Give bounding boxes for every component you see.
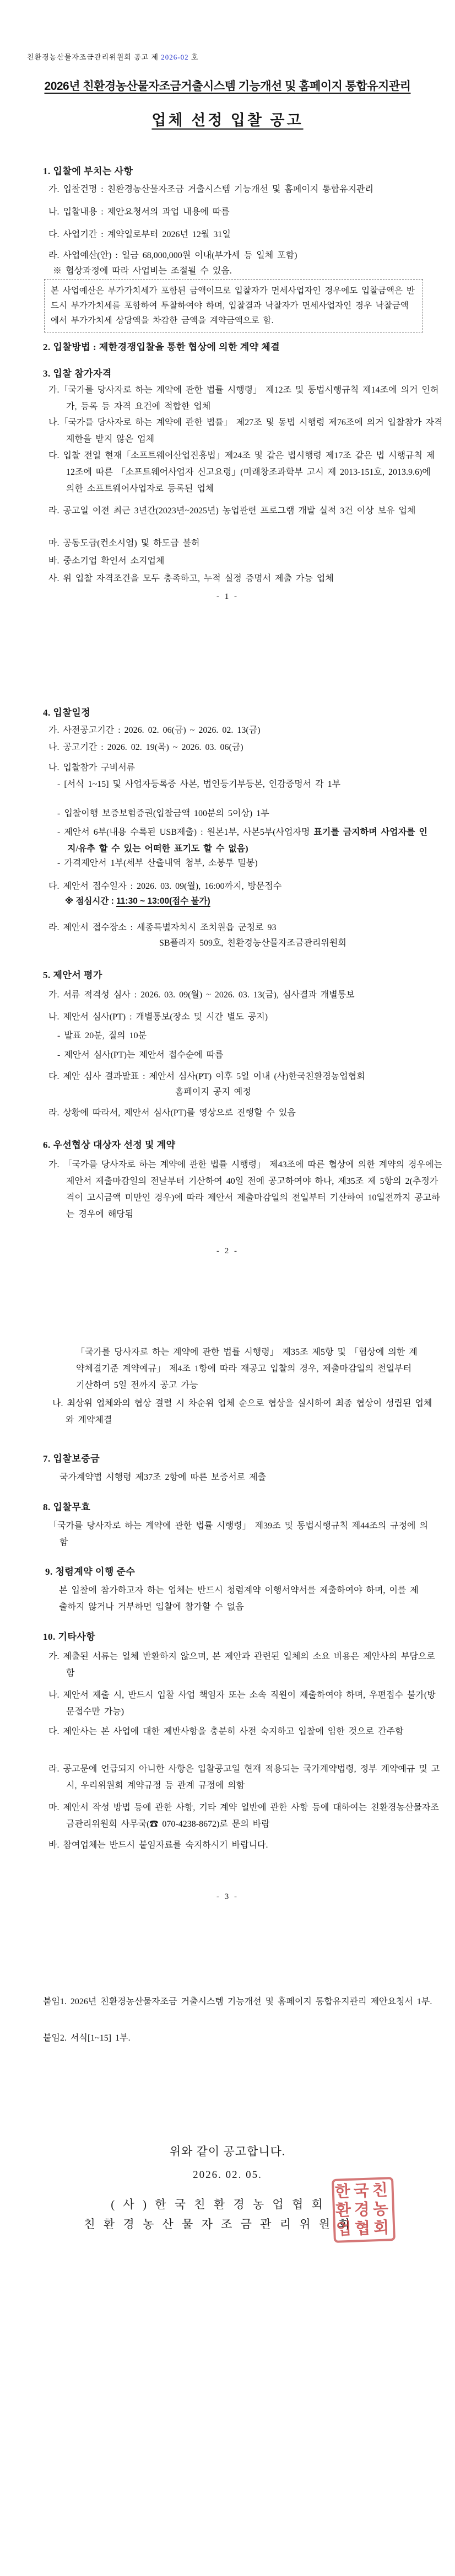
- doc-subtitle: 업체 선정 입찰 공고: [151, 112, 304, 128]
- closing-statement: 위와 같이 공고합니다.: [169, 2145, 286, 2158]
- section-3-heading: 3. 입찰 참가자격: [43, 368, 112, 379]
- lunch-note-label: ※ 점심시간 :: [65, 897, 117, 906]
- section-3-item-a: 가.「국가를 당사자로 하는 계약에 관한 법률 시행령」 제12조 및 동법시행규칙 제14조에 의거 인허가, 등록 등 자격 요건에 적합한 업체: [48, 385, 439, 411]
- section-3-item-d: 라. 공고일 이전 최근 3년간(2023년~2025년) 농업관련 프로그램 개발 실적 3건 이상 보유 업체: [48, 506, 416, 516]
- lunch-time-note: [65, 894, 210, 906]
- section-7-heading: 7. 입찰보증금: [43, 1453, 100, 1464]
- section-9-heading: 9. 청렴계약 이행 준수: [45, 1566, 136, 1577]
- section-10-item-f: 바. 참여업체는 반드시 붙임자료를 숙지하시기 바랍니다.: [48, 1840, 268, 1850]
- org-name-line-1: ( 사 ) 한 국 친 환 경 농 업 협 회: [111, 2198, 326, 2211]
- section-9-body: 본 입찰에 참가하고자 하는 업체는 반드시 청렴계약 이행서약서를 제출하여야 하며, 이를 제출하지 않거나 거부하면 입찰에 참가할 수 없음: [59, 1586, 419, 1612]
- doc-number-line: [27, 51, 198, 62]
- section-8-body: 「국가를 당사자로 하는 계약에 관한 법률 시행령」 제39조 및 동법시행규칙 제44조의 규정에 의함: [48, 1521, 428, 1547]
- section-5-item-c-cont: 홈페이지 공지 예정: [175, 1087, 251, 1097]
- section-5-item-d: 라. 상황에 따라서, 제안서 심사(PT)를 영상으로 진행할 수 있음: [48, 1108, 296, 1118]
- org-name-line-2: 친 환 경 농 산 물 자 조 금 관 리 위 원 회: [84, 2218, 353, 2231]
- section-10-item-b: 나. 제안서 제출 시, 반드시 입찰 사업 책임자 또는 소속 직원이 제출하여야 하며, 우편접수 불가(방문접수만 가능): [48, 1690, 436, 1716]
- section-1-item-b: 나. 입찰내용 : 제안요청서의 과업 내용에 따름: [48, 207, 230, 217]
- attachment-2: 붙임2. 서식[1~15] 1부.: [43, 2033, 131, 2043]
- section-3-item-b: 나.「국가를 당사자로 하는 계약에 관한 법률」 제27조 및 동법 시행령 제76조에 의거 입찰참가 자격제한을 받지 않은 업체: [48, 418, 443, 444]
- announcement-date: 2026. 02. 05.: [193, 2169, 262, 2181]
- section-10-heading: 10. 기타사항: [43, 1632, 96, 1642]
- section-1-note: ※ 협상과정에 따라 사업비는 조절될 수 있음.: [53, 266, 232, 276]
- doc-title: 2026년 친환경농산물자조금거출시스템 기능개선 및 홈페이지 통합유지관리: [44, 80, 411, 93]
- section-4-heading: 4. 입찰일정: [43, 707, 91, 718]
- page-footer-3: - 3 -: [216, 1892, 239, 1901]
- section-5-item-b: 나. 제안서 심사(PT) : 개별통보(장소 및 시간 별도 공지): [48, 1012, 268, 1022]
- section-5-heading: 5. 제안서 평가: [43, 970, 102, 980]
- section-10-item-a: 가. 제출된 서류는 일체 반환하지 않으며, 본 제안과 관련된 일체의 소요 비용은 제안사의 부담으로 함: [48, 1652, 435, 1678]
- section-6-item-b: 나. 최상위 업체와의 협상 결렬 시 차순위 업체 순으로 협상을 실시하여 최종 협상이 성립된 업체와 계약체결: [52, 1399, 432, 1425]
- section-10-item-c: 다. 제안사는 본 사업에 대한 제반사항을 충분히 사전 숙지하고 입찰에 임한 것으로 간주함: [48, 1727, 404, 1736]
- section-5-sub-2: - 제안서 심사(PT)는 제안서 접수순에 따름: [57, 1050, 224, 1060]
- required-doc-3-bold: 표기를 금지하며 사업자를 인지/유추 할 수 있는 어떠한 표기도 할 수 없음): [67, 828, 427, 854]
- section-3-item-g: 사. 위 입찰 자격조건을 모두 충족하고, 누적 실정 증명서 제출 가능 업체: [48, 574, 334, 583]
- section-6-heading: 6. 우선협상 대상자 선정 및 계약: [43, 1140, 176, 1150]
- section-1-item-a: 가. 입찰건명 : 친환경농산물자조금 거출시스템 기능개선 및 홈페이지 통합유지관리: [48, 185, 373, 194]
- section-10-item-e: 마. 제안서 작성 방법 등에 관한 사항, 기타 계약 일반에 관한 사항 등에 대하여는 친환경농산물자조금관리위원회 사무국(☎ 070-4238-8672)로 문의 바람: [48, 1803, 439, 1829]
- doc-number-suffix: 호: [188, 53, 199, 61]
- section-4-item-d: 라. 제안서 접수장소 : 세종특별자치시 조치원읍 군청로 93: [48, 923, 277, 932]
- section-4-item-a: 가. 사전공고기간 : 2026. 02. 06(금) ~ 2026. 02. 13(금): [48, 726, 261, 735]
- doc-number-prefix: 친환경농산물자조금관리위원회 공고 제: [27, 53, 161, 61]
- section-1-item-d: 라. 사업예산(안) : 일금 68,000,000원 이내(부가세 등 일체 포함): [48, 251, 297, 260]
- required-doc-4: - 가격제안서 1부(세부 산출내역 첨부, 소봉투 밀봉): [57, 858, 258, 868]
- required-doc-3-text: - 제안서 6부(내용 수록된 USB제출) : 원본1부, 사본5부(사업자명: [57, 828, 314, 837]
- section-3-item-e: 마. 공동도급(컨소시엄) 및 하도급 불허: [48, 539, 200, 548]
- section-4-item-d-cont: SB플라자 509호, 친환경농산물자조금관리위원회: [159, 938, 346, 948]
- section-1-item-c: 다. 사업기간 : 계약일로부터 2026년 12월 31일: [48, 230, 231, 239]
- section-6-item-a-cont: 「국가를 당사자로 하는 계약에 관한 법률 시행령」 제35조 제5항 및 「협상에 의한 계약체결기준 계약예규」 제4조 1항에 따라 재공고 입찰의 경우, 제출마감일의 전일부터 기산하여 5일 전까지 공고 가능: [76, 1348, 418, 1390]
- required-doc-2: - 입찰이행 보증보험증권(입찰금액 100분의 5이상) 1부: [57, 809, 269, 818]
- page-footer-2: - 2 -: [216, 1247, 239, 1255]
- section-7-body: 국가계약법 시행령 제37조 2항에 따른 보증서로 제출: [59, 1473, 267, 1482]
- section-3-item-f: 바. 중소기업 확인서 소지업체: [48, 556, 165, 566]
- section-5-item-c: 다. 제안 심사 결과발표 : 제안서 심사(PT) 이후 5일 이내 (사)한국친환경농업협회: [48, 1072, 365, 1081]
- required-doc-1: - [서식 1~15] 및 사업자등록증 사본, 법인등기부등본, 인감증명서 각 1부: [57, 780, 341, 789]
- section-2-heading: 2. 입찰방법 : 제한경쟁입찰을 통한 협상에 의한 계약 체결: [43, 342, 280, 352]
- vat-notice-box: 본 사업예산은 부가가치세가 포함된 금액이므로 입찰자가 면세사업자인 경우에도 입찰금액은 반드시 부가가치세를 포함하여 투찰하여야 하며, 입찰결과 낙찰자가 면세사업자인 경우 낙찰금액에서 부가가치세 상당액을 차감한 금액을 계약금액으로 함.: [44, 279, 423, 332]
- doc-number-value: 2026-02: [161, 53, 189, 61]
- official-seal-stamp: 한국친환경농업협회: [332, 2177, 396, 2243]
- section-10-item-d: 라. 공고문에 언급되지 아니한 사항은 입찰공고일 현재 적용되는 국가계약법령, 정부 계약예규 및 고시, 우리위원회 계약규정 등 관계 규정에 의함: [48, 1764, 440, 1790]
- section-3-item-c: 다. 입찰 전일 현재「소프트웨어산업진흥법」제24조 및 같은 법시행령 제17조 같은 법 시행규칙 제12조에 따른 「소프트웨어사업자 신고요령」(미래창조과학부 고시 제 2013-151호, 2013.9.6)에 의한 소프트웨어사업자로 등록된 업체: [48, 451, 435, 493]
- section-5-item-a: 가. 서류 적격성 심사 : 2026. 03. 09(월) ~ 2026. 03. 13(금), 심사결과 개별통보: [48, 990, 355, 1000]
- attachment-1: 붙임1. 2026년 친환경농산물자조금 거출시스템 기능개선 및 홈페이지 통합유지관리 제안요청서 1부.: [43, 1997, 432, 2006]
- section-4-item-c: 다. 제안서 접수일자 : 2026. 03. 09(월), 16:00까지, 방문접수: [48, 882, 282, 891]
- section-6-item-a: 가. 「국가를 당사자로 하는 계약에 관한 법률 시행령」 제43조에 따른 협상에 의한 계약의 경우에는 제안서 제출마감일의 전날부터 기산하여 40일 전에 공고하여야 하나, 제35조 제 5항의 2(추정가격이 고시금액 미만인 경우)에 따라 제안서 제출마감일의 전일부터 기산하여 10일전까지 공고하는 경우에 해당됨: [48, 1160, 442, 1219]
- section-4-item-b2: 나. 입찰참가 구비서류: [48, 763, 136, 772]
- section-5-sub-1: - 발표 20분, 질의 10분: [57, 1031, 147, 1040]
- section-4-item-b: 나. 공고기간 : 2026. 02. 19(목) ~ 2026. 03. 06(금): [48, 743, 243, 752]
- required-doc-3: [57, 824, 435, 857]
- section-1-heading: 1. 입찰에 부치는 사항: [43, 166, 133, 176]
- lunch-note-time: 11:30 ~ 13:00(접수 불가): [116, 897, 210, 906]
- section-8-heading: 8. 입찰무효: [43, 1502, 91, 1512]
- doc-title-row: [0, 77, 455, 94]
- doc-subtitle-row: [0, 108, 455, 130]
- page-footer-1: - 1 -: [216, 592, 239, 601]
